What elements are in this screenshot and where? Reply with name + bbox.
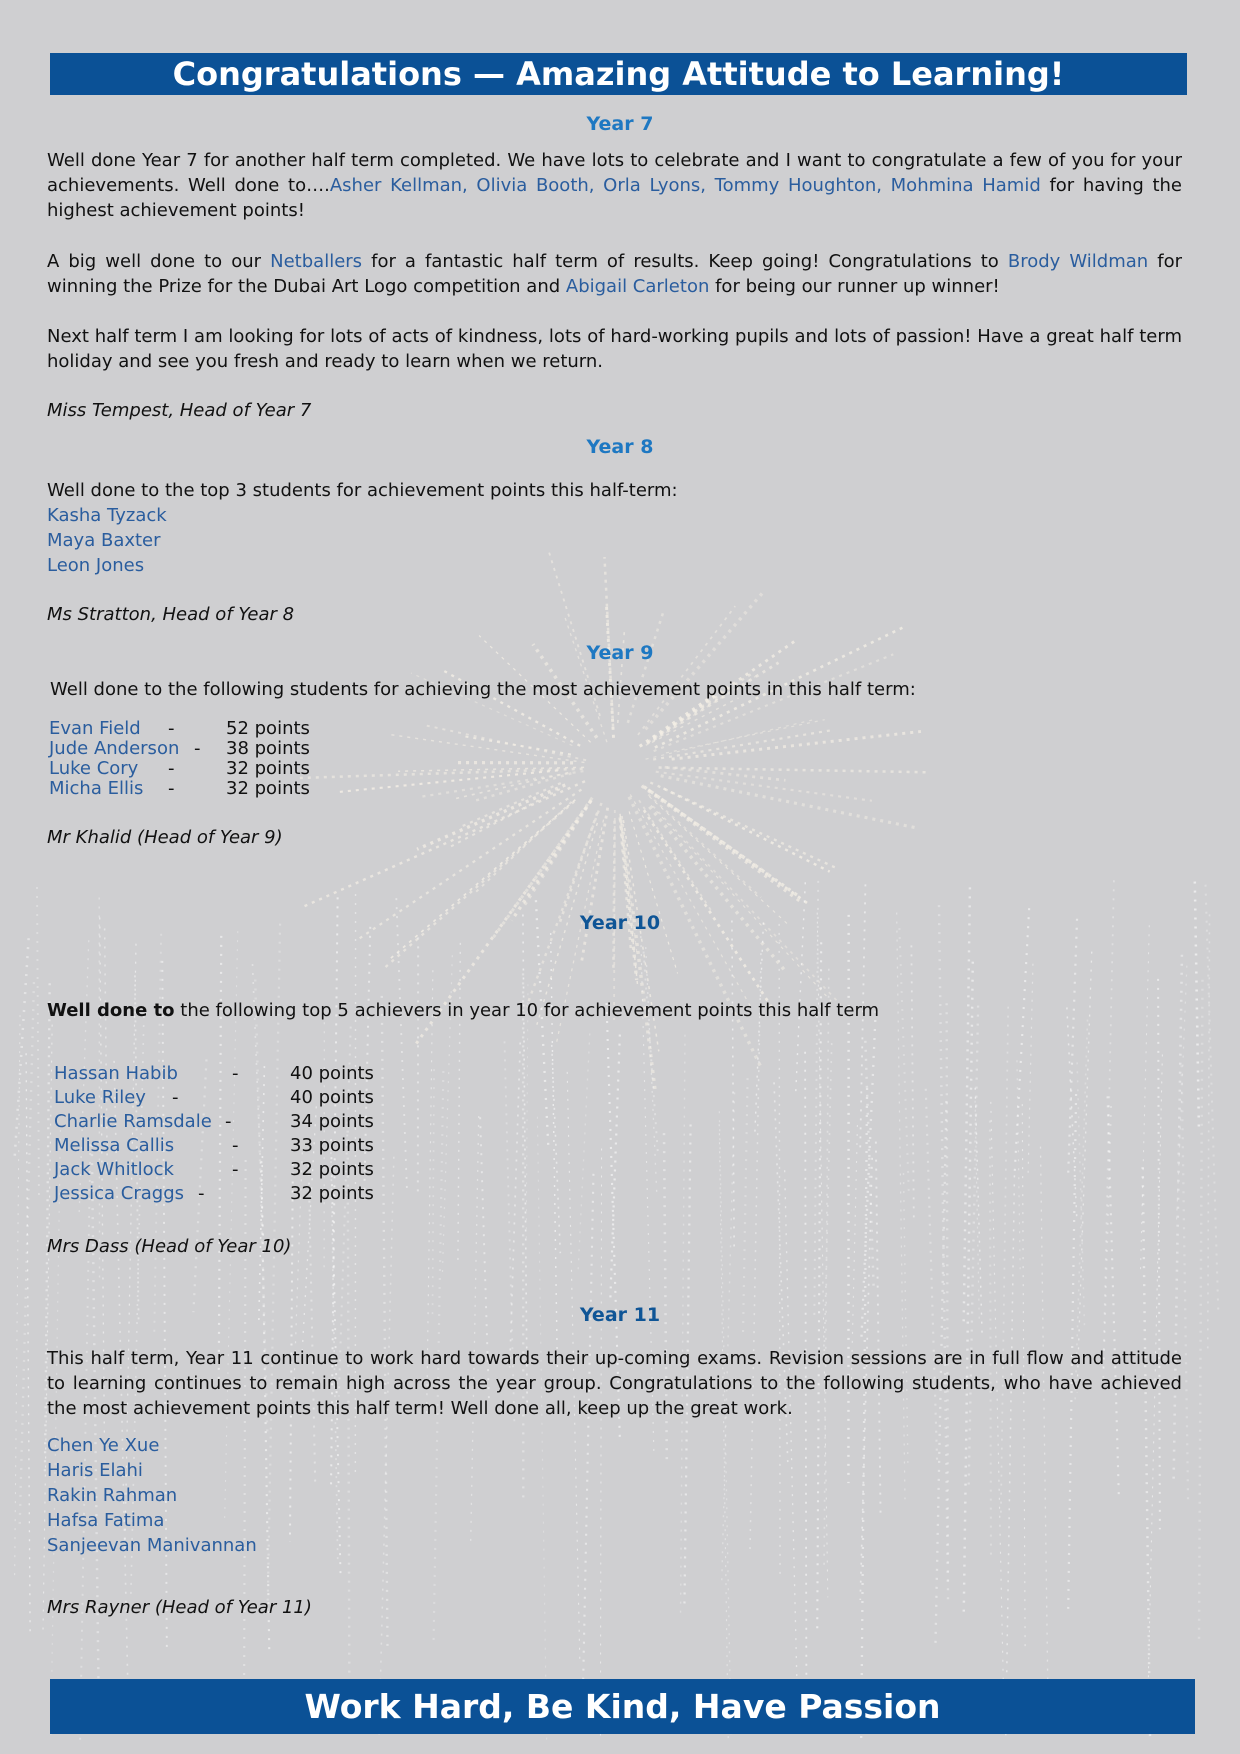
list-item: Sanjeevan Manivannan: [47, 1535, 257, 1556]
year10-student-list: [54, 1062, 414, 1206]
year7-heading: Year 7: [586, 113, 654, 135]
year11-heading: Year 11: [579, 1304, 661, 1326]
list-item: Kasha Tyzack: [47, 505, 167, 526]
list-item: Maya Baxter: [47, 530, 161, 551]
table-row: Micha Ellis - 32 points: [49, 778, 310, 799]
year11-student-list: [47, 1433, 257, 1558]
year9-student-list: [49, 719, 349, 799]
table-row: Jack Whitlock - 32 points: [54, 1159, 374, 1180]
table-row: Melissa Callis - 33 points: [54, 1135, 374, 1156]
list-item: Chen Ye Xue: [47, 1435, 160, 1456]
year9-heading: Year 9: [586, 642, 654, 664]
year9-signature: Mr Khalid (Head of Year 9): [47, 827, 283, 848]
year7-paragraph-1: Well done Year 7 for another half term completed. We have lots to celebrate and I want to congratulate a few of you for your achievements. Well done to….Asher Kellman, Olivia Booth, Orla Lyons, Tommy Houghton, Mohmina Hamid for having the highest achievement points!: [47, 150, 1182, 221]
year8-signature: Ms Stratton, Head of Year 8: [47, 604, 295, 625]
year7-paragraph-2: A big well done to our Netballers for a fantastic half term of results. Keep going! Congratulations to Brody Wildman for winning the Prize for the Dubai Art Logo competition and Abigail Carleton for being our runner up winner!: [47, 251, 1183, 297]
year10-heading: Year 10: [579, 912, 661, 934]
art-prize-runner-up: Abigail Carleton: [565, 276, 710, 297]
netballers-label: Netballers: [270, 251, 363, 272]
year11-intro: This half term, Year 11 continue to work hard towards their up-coming exams. Revision sessions are in full flow and attitude to learning continues to remain high across the year group. Congratulations to the following students, who have achieved the most achievement points this half term! Well done all, keep up the great work.: [47, 1348, 1182, 1419]
year7-signature: Miss Tempest, Head of Year 7: [47, 400, 312, 421]
art-prize-winner: Brody Wildman: [1007, 251, 1149, 272]
year7-top-achievers: Asher Kellman, Olivia Booth, Orla Lyons, Tommy Houghton, Mohmina Hamid: [329, 175, 1041, 196]
table-row: Luke Cory - 32 points: [49, 758, 310, 779]
year10-signature: Mrs Dass (Head of Year 10): [47, 1236, 292, 1257]
table-row: Luke Riley - 40 points: [54, 1087, 374, 1108]
year8-intro: Well done to the top 3 students for achievement points this half-term:: [47, 480, 678, 501]
year10-intro: Well done to the following top 5 achievers in year 10 for achievement points this half term: [47, 1000, 880, 1021]
year8-heading: Year 8: [586, 436, 654, 458]
list-item: Rakin Rahman: [47, 1485, 178, 1506]
year7-paragraph-3: Next half term I am looking for lots of acts of kindness, lots of hard-working pupils and lots of passion! Have a great half term holiday and see you fresh and ready to learn when we return.: [47, 326, 1182, 372]
year11-signature: Mrs Rayner (Head of Year 11): [47, 1597, 312, 1618]
table-row: Charlie Ramsdale - 34 points: [54, 1111, 374, 1132]
table-row: Evan Field - 52 points: [49, 718, 310, 739]
table-row: Jude Anderson - 38 points: [49, 738, 310, 759]
table-row: Hassan Habib - 40 points: [54, 1063, 374, 1084]
list-item: Hafsa Fatima: [47, 1510, 165, 1531]
page-title: Congratulations — Amazing Attitude to Learning!: [50, 53, 1187, 95]
list-item: Leon Jones: [47, 555, 145, 576]
year9-intro: Well done to the following students for achieving the most achievement points in this half term:: [50, 679, 916, 700]
table-row: Jessica Craggs - 32 points: [54, 1183, 374, 1204]
footer-motto: Work Hard, Be Kind, Have Passion: [50, 1679, 1195, 1734]
list-item: Haris Elahi: [47, 1460, 143, 1481]
year8-student-list: [47, 503, 167, 578]
